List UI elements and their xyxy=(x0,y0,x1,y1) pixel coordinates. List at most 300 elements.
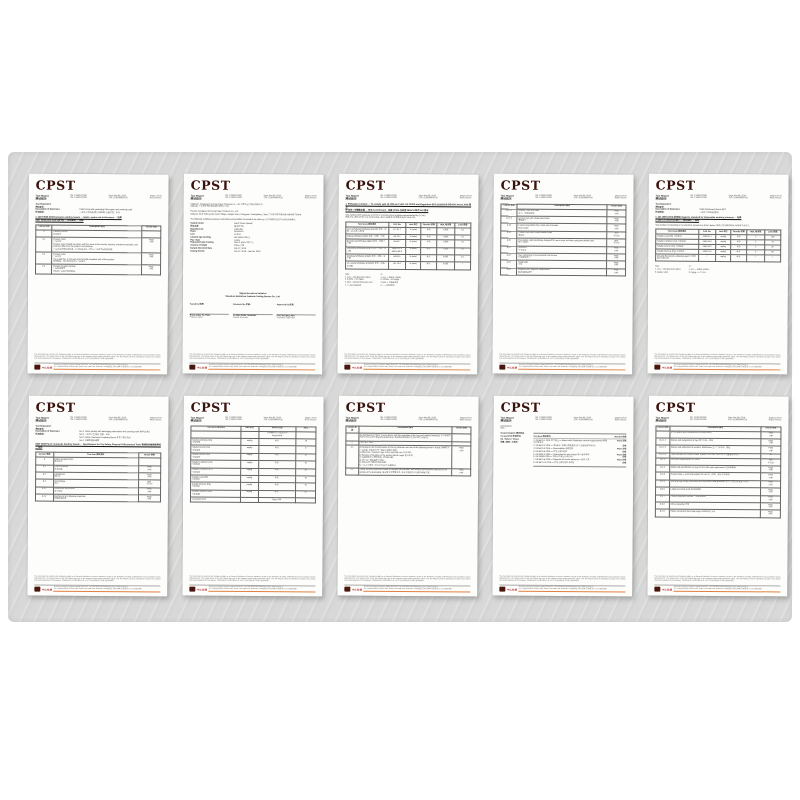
page-thumbnail-4[interactable] xyxy=(492,174,633,375)
table-cell: 4.17.3 xyxy=(501,216,517,223)
table-cell: 4.21 xyxy=(501,246,517,253)
table-cell: Toys containing a non-electrical heat source 非电热源玩具 xyxy=(517,253,607,261)
paragraph-line: The following sample(s) was/were submitted and identified on behalf of the client as: 以下测试样品由申请者提供并确认: xyxy=(190,218,297,221)
note-line: 4. / = 无限量要求 xyxy=(380,284,395,287)
table-cell: 5.3 xyxy=(35,264,51,274)
page-footer xyxy=(189,577,315,593)
footer-brand-row xyxy=(654,587,780,593)
note-line: 2. 0.005% = 50 mg/kg xyxy=(344,278,364,281)
page-body xyxy=(344,425,471,592)
table-cell: 10 xyxy=(296,468,316,476)
report-no-line-1: No. C1802107592 xyxy=(690,416,707,419)
table-cell: / xyxy=(747,255,765,262)
report-title-zh: 测试报告 xyxy=(190,196,202,201)
conclusion-item-text: 7. GB 6675.4-2014 — Migration of certain elements 可迁移元素 xyxy=(533,458,590,462)
page-number-en: Page 6 of 10 xyxy=(150,416,162,419)
page-footer xyxy=(344,577,470,593)
page-body xyxy=(189,425,316,592)
report-number-block xyxy=(71,416,87,423)
report-header-meta xyxy=(346,194,472,202)
table-cell: Acoustics 声学要求 xyxy=(517,246,607,254)
field-label: Lot# xyxy=(190,233,195,236)
table-cell: B.2.4 xyxy=(656,472,670,479)
page-number-block xyxy=(768,417,781,424)
note-line: 1. N.D. = Not detected (<MDL) xyxy=(655,268,681,271)
field-value: 湿巾(木浆) xyxy=(234,225,244,228)
page-body xyxy=(34,203,161,370)
report-title-en: Test Report xyxy=(190,416,204,420)
table-cell: B.2.2 xyxy=(656,458,670,465)
report-title-en: Test Report xyxy=(35,416,49,420)
table-cell: Pass 合格 xyxy=(607,246,626,254)
table-cell: 75 xyxy=(764,240,780,245)
report-header-meta xyxy=(501,416,627,424)
table-cell: Soluble Mercury (Hg) 可溶性汞 xyxy=(656,249,699,254)
signature-columns xyxy=(190,302,316,319)
footer-company-line: Shenzhen Restarsun Products Testing Service Co., Ltd. 400-0636-618 service@cpst.org.cn www.cpst.org.cn xyxy=(363,586,439,589)
conclusion-item-text: 4. GB 6675.4-2014 — 特定元素的迁移 xyxy=(533,450,568,453)
report-header-meta xyxy=(191,194,317,202)
table-cell: Pass 合格 xyxy=(760,510,780,518)
signature-label: Tested by 检测: xyxy=(189,303,205,306)
table-cell: 4.3.1 xyxy=(36,487,54,494)
page-number-en: Page 10 of 10 xyxy=(769,416,782,419)
section-title xyxy=(35,444,161,451)
report-header-meta xyxy=(191,416,317,424)
signature-label: Approved by 批准: xyxy=(276,303,295,306)
conclusion-list xyxy=(533,433,626,467)
table-cell: 7440-38-2 xyxy=(698,244,716,249)
report-title-zh: 测试报告 xyxy=(655,418,667,423)
section-title xyxy=(345,203,471,213)
footer-company-line: Shenzhen Restarsun Products Testing Service Co., Ltd. 400-0636-618 service@cpst.org.cn www.cpst.org.cn xyxy=(208,364,284,367)
cpst-footer-logo-icon xyxy=(189,365,195,370)
field-label: Labeled Age Grading xyxy=(190,236,211,239)
paragraph xyxy=(190,218,316,222)
page-thumbnail-7[interactable] xyxy=(182,396,323,597)
table-cell: Pass 合格 xyxy=(138,473,161,481)
column-header: CAS No. xyxy=(388,223,406,228)
footer-disclaimer: This Test Report is issued by the Company subject to its General Conditions of Service. Attention is drawn to the limitations of liability, indemnification and jurisdictional issues defined therein. The results shown in this Test Report refer only to the sample(s) tested unless otherwise stated. This Test Report cannot be reproduced, except in full, without prior written approval of the Company. 本报告结果仅对所测试样品负责, 未经本公司书面批准不得部分复制本报告。 xyxy=(344,577,470,586)
note-line: 注: xyxy=(688,266,692,269)
table-cell: N.D. xyxy=(258,490,296,498)
field-row xyxy=(35,212,161,216)
table-cell: Soluble Arsenic (As) 可溶性砷 xyxy=(656,244,699,249)
column-header: Unit 单位 xyxy=(241,426,259,431)
table-cell: 2 xyxy=(747,250,765,255)
report-cr-line: C/R: 2018030609725 xyxy=(108,419,128,422)
page-number-block xyxy=(770,195,782,202)
report-cr-line: C/R: 2018030609725 xyxy=(263,419,283,422)
note-line: Note: xyxy=(344,273,350,276)
table-cell: Names and addresses of vendors, distributors 生产厂家名称、地址 xyxy=(670,446,761,454)
table-cell: Di-(2-ethylhexyl) phthalate (DEHP) 邻苯二甲酸二(2-乙基己基)酯 xyxy=(347,228,387,233)
table-cell: N.D. xyxy=(731,254,747,261)
table-cell: N.D. xyxy=(258,468,296,476)
column-header: Section 条款 xyxy=(36,452,54,457)
page-thumbnail-1[interactable] xyxy=(27,174,168,375)
section-title-line: 1. Phthalates Content — To comply with 16 CFR part 1307, US CPSIA and Regulation (EU) 2018/2005 (REACH Annex XVII) 要求 xyxy=(345,203,472,209)
report-date-line: Date: Mar 06, 2018 xyxy=(727,416,746,419)
table-row xyxy=(36,252,161,265)
paragraph xyxy=(345,214,471,220)
cpst-logo: CPST xyxy=(190,399,231,415)
report-date-block xyxy=(419,417,438,424)
cpst-footer-logo-icon xyxy=(34,587,40,592)
conclusion-item-result: 合格 xyxy=(622,462,627,465)
conclusion-block xyxy=(500,433,626,468)
table-cell: Pass 合格 xyxy=(761,439,781,447)
column-header: MDL xyxy=(296,427,316,432)
field-label: Buyer xyxy=(190,230,197,234)
signer-role: Report Reviewer xyxy=(233,316,249,320)
table-cell: 4.2 xyxy=(36,472,54,479)
table-cell: Soluble Antimony (Sb) 可溶性锑 xyxy=(191,438,241,446)
note-line: 2. mg/kg = ppm xyxy=(655,271,669,274)
table-cell: 117-81-7 xyxy=(388,227,406,234)
field-value: Feb 27, 2018 xyxy=(233,247,247,250)
column-header: Result 结果 xyxy=(142,226,161,231)
table-cell: 4.24 xyxy=(500,268,516,275)
footer-address-line: 4/F, Fuqiang Building, Shihua Road, Futian Free Trade Zone, Shenzhen, Guangdong, China 邮编: 518038 电话: 0755-88266998 xyxy=(519,367,626,371)
column-header: Test Items 测试项目 xyxy=(656,230,699,235)
signer-name: Le Alan Folks, Sunshine xyxy=(233,313,272,317)
cpst-logo: CPST xyxy=(655,399,696,415)
report-title-block xyxy=(501,416,514,423)
table-cell xyxy=(346,433,359,440)
table-cell xyxy=(452,434,471,442)
report-title-block xyxy=(36,194,49,201)
report-title-block xyxy=(656,194,669,201)
signature-space xyxy=(190,305,229,313)
report-date-block xyxy=(264,417,283,424)
section-title-line: 1. GB 15979-2002 (附录B) Hygienic standard for disposable sanitary products — 结果 xyxy=(655,216,742,219)
field-row xyxy=(655,212,781,216)
table-cell: Soluble Cadmium (Cd) 可溶性镉 xyxy=(656,239,699,244)
table-cell: B.2.5 xyxy=(656,480,670,487)
table-cell: 4.3 xyxy=(36,479,54,486)
report-date-line: Date: Mar 06, 2018 xyxy=(573,416,591,419)
table-cell: Model and specification on toys for the safe and requirements 型号和规格 xyxy=(669,465,760,473)
column-header: MDL 检出限 xyxy=(747,230,765,235)
table-cell: Pass 合格 xyxy=(760,503,780,511)
field-label: 样品描述: xyxy=(655,211,665,214)
field-value: No.3: Fabric: Restarsun requested items 委托方指定项目 xyxy=(79,436,131,439)
table-cell: 0.005 xyxy=(437,235,455,240)
field-label: Country of Origin xyxy=(190,244,208,247)
table-cell: 0.005 xyxy=(437,262,455,269)
report-date-block xyxy=(109,417,128,424)
table-cell: Diisobutyl phthalate (DIBP) 邻苯二甲酸二异丁酯 xyxy=(346,254,389,262)
footer-contact xyxy=(209,365,316,371)
cpst-logo: CPST xyxy=(345,399,386,415)
footer-disclaimer: This Test Report is issued by the Company subject to its General Conditions of Service. Attention is drawn to the limitations of liability, indemnification and jurisdictional issues defined therein. The results shown in this Test Report refer only to the sample(s) tested unless otherwise stated. This Test Report cannot be reproduced, except in full, without prior written approval of the Company. 本报告结果仅对所测试样品负责, 未经本公司书面批准不得部分复制本报告。 xyxy=(499,355,625,364)
field-value: Restarsun xyxy=(234,231,244,234)
data-table xyxy=(35,452,161,503)
table-cell: Di-n-pentyl phthalate (DPENP) 邻苯二甲酸二正戊酯 xyxy=(346,262,387,268)
table-cell: Form B.2 表B.2 xyxy=(358,441,452,447)
table-cell: Pass 合格 xyxy=(761,488,781,496)
paragraph-line: Conclusions: xyxy=(500,425,512,428)
conclusion-item-result: Pass 合格 xyxy=(617,440,627,443)
paragraph-line: Test method: As specified in the standard. Results are shown below. 测试方法见相应标准, 结果如下表所示。 xyxy=(655,224,752,228)
signature-company: Shenzhen Restarsun Products Testing Service Co., Ltd. xyxy=(225,295,281,298)
column-header: Unit 单位 xyxy=(716,230,731,235)
table-cell: Names and designation of toys 玩具名称、型号 xyxy=(670,438,761,446)
table-cell: Pass 合格 xyxy=(761,466,781,474)
field-value: Toilet tissue with packaging information and covering mark xyxy=(79,209,133,212)
report-title-en: Test Report xyxy=(345,416,359,420)
field-label: Requested Age Grading xyxy=(190,241,214,245)
table-row xyxy=(346,468,471,476)
field-value: Toilet (Moistened) tissue 湿巾 xyxy=(699,209,727,212)
footer-disclaimer: This Test Report is issued by the Company subject to its General Conditions of Service. Attention is drawn to the limitations of liability, indemnification and jurisdictional issues defined therein. The results shown in this Test Report refer only to the sample(s) tested unless otherwise stated. This Test Report cannot be reproduced, except in full, without prior written approval of the Company. 本报告结果仅对所测试样品负责, 未经本公司书面批准不得部分复制本报告。 xyxy=(189,577,315,586)
table-cell: 0.005 xyxy=(437,255,455,262)
page-body xyxy=(499,203,626,370)
report-no-line-2: No. C1802107593 xyxy=(380,418,397,422)
table-row xyxy=(346,445,471,468)
page-number-zh: 第7页 共10页 xyxy=(304,419,317,422)
page-thumbnail-5[interactable] xyxy=(647,174,788,375)
footer-address-line: 4/F, Fuqiang Building, Shihua Road, Futian Free Trade Zone, Shenzhen, Guangdong, China 邮编: 518038 电话: 0755-88266998 xyxy=(209,367,316,371)
note-line: 3. MDL = 方法检出限 xyxy=(380,281,399,284)
table-cell: N.D. xyxy=(421,235,437,240)
column-header: Test Item 测试项目 xyxy=(53,452,138,457)
conclusion-item-result: 合格 xyxy=(622,456,627,459)
page-number-block xyxy=(150,195,162,202)
footer-disclaimer: This Test Report is issued by the Company subject to its General Conditions of Service. Attention is drawn to the limitations of liability, indemnification and jurisdictional issues defined therein. The results shown in this Test Report refer only to the sample(s) tested unless otherwise stated. This Test Report cannot be reproduced, except in full, without prior written approval of the Company. 本报告结果仅对所测试样品负责, 未经本公司书面批准不得部分复制本报告。 xyxy=(654,577,780,586)
page-number-en: Page 8 of 10 xyxy=(460,416,472,419)
report-no-line-2: No. C1802107593 xyxy=(70,418,87,422)
table-cell: Mechanical and physical properties 机械物理性能 xyxy=(53,494,138,502)
report-number-block xyxy=(536,194,552,201)
footer-contact xyxy=(364,365,471,371)
page-number-zh: 第10页 共10页 xyxy=(768,419,782,422)
field-value: No.2: 一次性卫生用品 包装、标识 xyxy=(79,433,110,437)
field-label: Style/Item No. xyxy=(190,228,204,231)
report-date-line: Date: Mar 06, 2018 xyxy=(108,194,126,197)
field-value: 12A01 xyxy=(234,239,240,242)
footer-logo-text: 中认检测 xyxy=(351,588,363,592)
page-body xyxy=(189,203,316,370)
table-cell: 5 xyxy=(296,446,316,454)
table-cell: 7439-92-1 xyxy=(698,235,716,240)
report-title-zh: 测试报告 xyxy=(500,418,512,423)
page-number-en: Page 9 of 10 xyxy=(615,416,627,419)
conclusion-item-text: 5. GB 5296.5-2006 — Instructions for use of toys 玩具使用说明 xyxy=(533,453,590,456)
table-cell: N.D. xyxy=(731,235,747,240)
note-line: 4. / = Not regulated xyxy=(344,284,362,287)
report-no-line-2: No. C1802107593 xyxy=(225,196,242,200)
table-cell: N.D. xyxy=(258,475,296,483)
column-header: Results 结果 xyxy=(421,223,437,228)
table-row xyxy=(346,261,471,269)
page-number-block xyxy=(615,417,627,424)
table-cell: mg/kg xyxy=(241,438,259,445)
footer-address-line: 4/F, Fuqiang Building, Shihua Road, Futian Free Trade Zone, Shenzhen, Guangdong, China 邮编: 518038 电话: 0755-88266998 xyxy=(209,589,316,593)
report-title-en: Test Report xyxy=(500,416,514,420)
page-thumbnail-10[interactable] xyxy=(647,396,788,597)
page-number-block xyxy=(305,417,317,424)
footer-logo-text: 中认检测 xyxy=(506,366,518,370)
field-value: Feb 27, 2018 – Mar 06, 2018 xyxy=(233,250,261,253)
footer-contact xyxy=(209,587,316,593)
cpst-logo: CPST xyxy=(500,177,541,193)
footer-company-line: Shenzhen Restarsun Products Testing Service Co., Ltd. 400-0636-618 service@cpst.org.cn www.cpst.org.cn xyxy=(673,364,749,367)
report-cr-line: C/R: 2018030609725 xyxy=(418,197,438,200)
field-label: 样品描述: xyxy=(35,211,45,214)
report-title-block xyxy=(346,416,359,423)
table-cell: N.D. xyxy=(258,439,296,447)
table-cell: B.2.1.2 xyxy=(656,438,670,445)
footer-address-line: 4/F, Fuqiang Building, Shihua Road, Futian Free Trade Zone, Shenzhen, Guangdong, China 邮编: 518038 电话: 0755-88266998 xyxy=(674,589,781,593)
footer-company-line: Shenzhen Restarsun Products Testing Service Co., Ltd. 400-0636-618 service@cpst.org.cn www.cpst.org.cn xyxy=(53,364,129,367)
table-cell: B.2.1.4 xyxy=(656,453,670,458)
footer-disclaimer: This Test Report is issued by the Company subject to its General Conditions of Service. Attention is drawn to the limitations of liability, indemnification and jurisdictional issues defined therein. The results shown in this Test Report refer only to the sample(s) tested unless otherwise stated. This Test Report cannot be reproduced, except in full, without prior written approval of the Company. 本报告结果仅对所测试样品负责, 未经本公司书面批准不得部分复制本报告。 xyxy=(189,355,315,364)
field-value: 一次性卫生用品(湿巾) xyxy=(699,211,720,215)
page-number-zh: 第8页 共10页 xyxy=(459,419,472,422)
table-cell: mg/kg xyxy=(716,240,731,245)
page-number-en: Page 4 of 10 xyxy=(615,194,627,197)
table-cell: 4.18 xyxy=(501,223,517,230)
table-cell: 0.1 xyxy=(454,240,470,247)
report-date-line: Date: Mar 06, 2018 xyxy=(418,416,436,419)
report-header-meta xyxy=(346,416,472,424)
field-value: 12-318 xyxy=(234,234,241,237)
table-cell xyxy=(240,497,258,502)
table-cell: Pass 合格 xyxy=(138,495,161,503)
table-cell: Soluble Lead (Pb) 可溶性铅 xyxy=(656,234,699,239)
table-cell: As distributed in China, in accordance with the regulation of the toys and national standard, 在中国销售的玩具应符合玩具安全国家标准的要求, 相关标识和说明信息要求如下 (表B.2): xyxy=(359,434,451,440)
field-value: No.1: Fabric (white) with packaging information and covering mark 面料(白色) xyxy=(79,431,150,434)
column-header: Test Items 测试项目 xyxy=(191,426,241,431)
report-header-meta xyxy=(36,194,162,202)
report-cr-line: C/R: 2018030609725 xyxy=(573,197,593,200)
section-title-line: GB/T 8939-2018 卫生巾(护垫) — 标识要求 — 结果 xyxy=(35,219,84,222)
table-cell: Certain projections that a child can sit astride 特定突出物 xyxy=(517,224,607,232)
table-cell: 5 xyxy=(36,230,52,237)
page-thumbnail-8[interactable] xyxy=(337,396,478,597)
table-cell: Cleanliness 清洁度 xyxy=(53,472,138,480)
table-cell: N/A 不适用 xyxy=(761,458,781,466)
table-cell: N.D. xyxy=(731,245,747,250)
table-cell: Soluble Arsenic (As) 可溶性砷 xyxy=(191,445,241,453)
table-cell: Soluble Selenium (Se) 可溶性硒 xyxy=(190,490,240,498)
table-row xyxy=(35,264,160,275)
field-label: Sample Name xyxy=(190,222,204,225)
report-no-line-1: No. C1802107592 xyxy=(690,194,707,197)
paragraph-line: Address: No.8 Xinfeng Rd, Daxin Village, Daojiao Town, Dongguan, Guangdong, China 广东省东莞市道滘镇大新村新丰路8号 xyxy=(190,213,302,217)
notes-left xyxy=(345,273,373,287)
table-cell: Pass 合格 xyxy=(761,481,781,489)
signer-name: Rizey Zepcy Fu, Rose xyxy=(190,313,229,317)
cpst-footer-logo-icon xyxy=(34,365,40,370)
table-cell: Conclusion 结论 xyxy=(190,497,240,502)
table-cell: Pass 合格 xyxy=(761,431,781,439)
page-body xyxy=(499,425,626,592)
report-title-block xyxy=(346,194,359,201)
signature-space xyxy=(233,305,272,313)
report-title-zh: 测试报告 xyxy=(345,196,357,201)
page-thumbnail-9[interactable] xyxy=(492,396,633,597)
page-thumbnail-6[interactable] xyxy=(27,396,168,597)
report-no-line-2: No. C1802107593 xyxy=(70,196,87,200)
table-cell xyxy=(241,431,259,438)
notes-right xyxy=(380,274,401,288)
signature-block xyxy=(190,292,316,319)
note-line: 1. N.D. = 未检出 (<MDL) xyxy=(688,268,710,271)
cpst-footer-logo-icon xyxy=(499,587,505,592)
report-no-line-2: No. C1802107593 xyxy=(535,418,552,422)
page-number-en: Page 5 of 10 xyxy=(770,194,782,197)
page-body xyxy=(344,203,471,370)
conclusion-sample-line: As specified 如前所述 xyxy=(500,435,521,438)
table-cell: Pass 合格 xyxy=(142,238,161,253)
report-number-block xyxy=(381,194,397,201)
column-header: Clause 条款 xyxy=(657,427,669,430)
report-date-block xyxy=(109,195,128,202)
table-cell: 28553-12-0 68515-48-0 xyxy=(388,247,406,254)
page-number-block xyxy=(460,195,472,202)
report-date-line: Date: Mar 06, 2018 xyxy=(418,194,436,197)
conclusion-sample-line: Ink / Fabric / Tissue xyxy=(500,438,519,441)
page-thumbnail-2[interactable] xyxy=(182,174,323,375)
footer-address-line: 4/F, Fuqiang Building, Shihua Road, Futian Free Trade Zone, Shenzhen, Guangdong, China 邮编: 518038 电话: 0755-88266998 xyxy=(519,589,626,593)
table-cell: Terminology 术语 xyxy=(53,479,138,487)
conclusion-item-text: 2. GB 6675.2-2014 — 第2部分: 机械与物理性能 (不含包装及标识要求) xyxy=(533,445,596,448)
page-footer xyxy=(34,577,160,593)
table-cell: Pass 合格 xyxy=(607,209,626,217)
table-cell: Pass 合格 xyxy=(452,446,471,469)
note-line: 2. mg/kg = 百万分之一 xyxy=(688,271,708,274)
report-date-line: Date: Mar 06, 2018 xyxy=(728,194,746,197)
field-list xyxy=(190,223,316,254)
table-cell: 10 xyxy=(296,483,316,491)
page-number-block xyxy=(460,417,472,424)
footer-logo-text: 中认检测 xyxy=(196,588,208,592)
column-header: Result 结果 xyxy=(138,453,161,458)
cpst-logo: CPST xyxy=(500,399,541,415)
footer-disclaimer: This Test Report is issued by the Company subject to its General Conditions of Service. Attention is drawn to the limitations of liability, indemnification and jurisdictional issues defined therein. The results shown in this Test Report refer only to the sample(s) tested unless otherwise stated. This Test Report cannot be reproduced, except in full, without prior written approval of the Company. 本报告结果仅对所测试样品负责, 未经本公司书面批准不得部分复制本报告。 xyxy=(499,577,625,586)
page-footer xyxy=(189,355,315,371)
table-cell: mg/kg xyxy=(241,461,259,468)
table-cell: Product name 产品名称 The model No. or the instruction should compliant with of the product. 型号规格、执行标准等应与产品相符。 xyxy=(52,252,142,265)
paragraph xyxy=(190,203,316,209)
table-row xyxy=(500,268,625,276)
field-value: China 中国 xyxy=(234,245,245,248)
cpst-footer-logo-icon xyxy=(344,365,350,370)
footer-brand-row xyxy=(34,587,160,593)
footer-disclaimer: This Test Report is issued by the Company subject to its General Conditions of Service. Attention is drawn to the limitations of liability, indemnification and jurisdictional issues defined therein. The results shown in this Test Report refer only to the sample(s) tested unless otherwise stated. This Test Report cannot be reproduced, except in full, without prior written approval of the Company. 本报告结果仅对所测试样品负责, 未经本公司书面批准不得部分复制本报告。 xyxy=(344,355,470,364)
footer-contact xyxy=(674,365,781,371)
cpst-footer-logo-icon xyxy=(654,365,660,370)
table-cell: Others (specify) 其他 xyxy=(669,502,760,510)
report-title-en: Test Report xyxy=(35,194,49,198)
table-cell: 0.005 xyxy=(437,228,455,235)
column-header: Limit 限值 xyxy=(765,230,781,235)
conclusion-item-result: Pass 合格 xyxy=(617,453,627,457)
column-header: CAS No. xyxy=(698,230,716,235)
page-number-zh: 第5页 共10页 xyxy=(769,197,782,200)
report-date-line: Date: Mar 06, 2018 xyxy=(573,194,591,197)
report-cr-line: C/R: 2018030609725 xyxy=(727,419,747,422)
signer-role: Technical Supervisor xyxy=(276,317,296,320)
field-label: Testing Period xyxy=(190,250,205,253)
table-row xyxy=(35,494,160,502)
report-header-meta xyxy=(656,194,782,202)
page-thumbnail-3[interactable] xyxy=(337,174,478,375)
column-header: Results 结果 xyxy=(731,230,747,235)
